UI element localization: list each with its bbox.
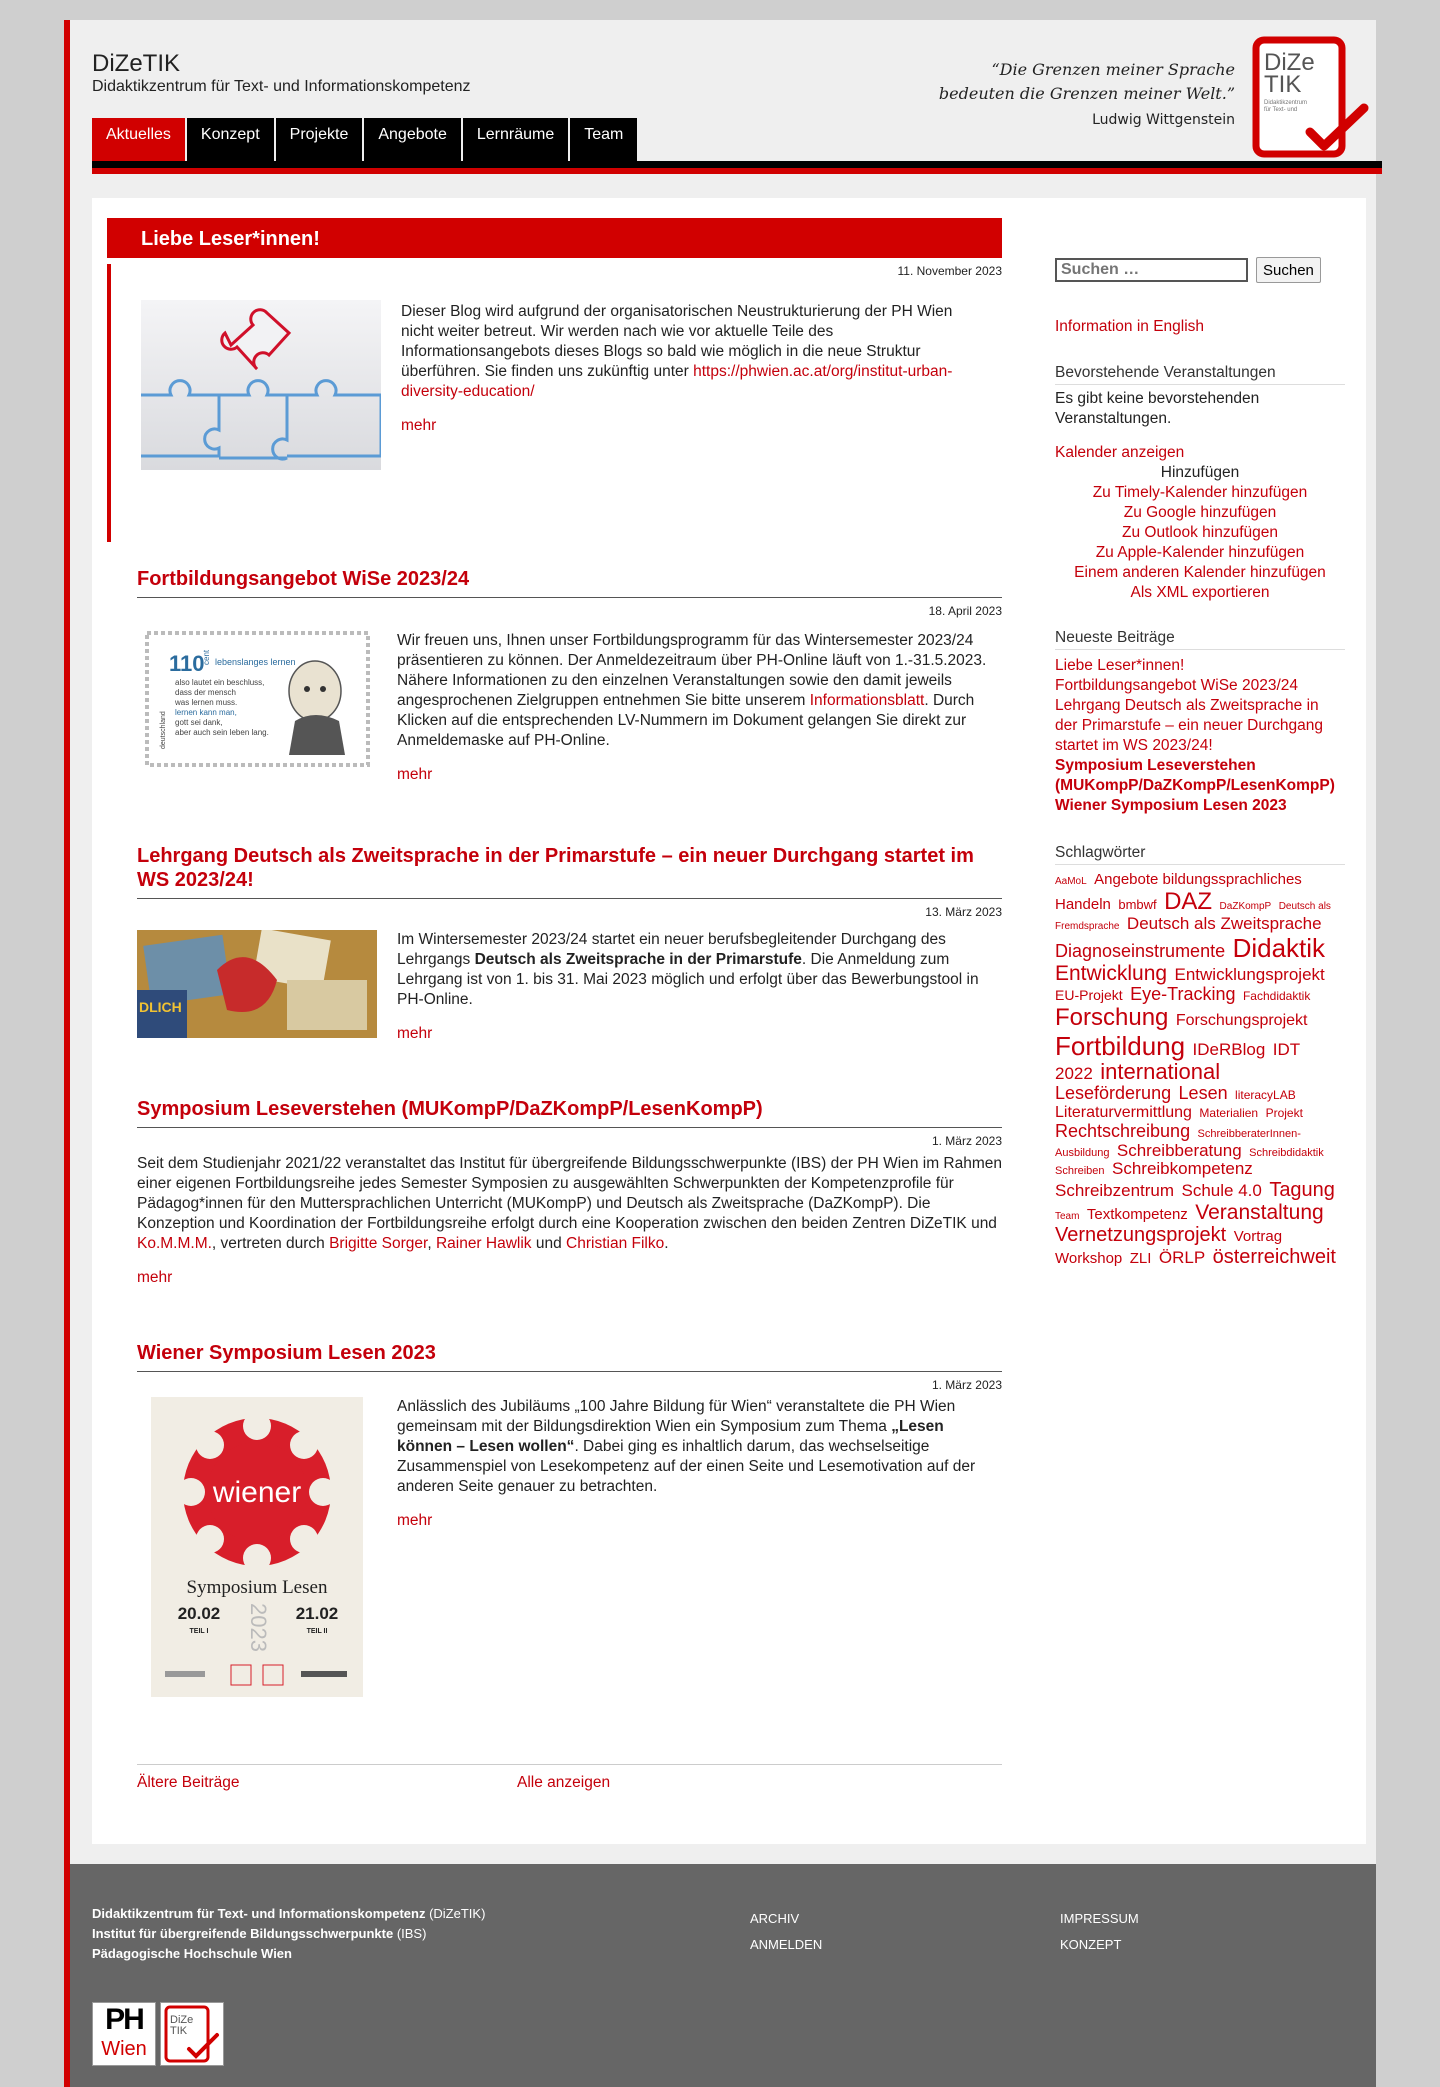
more-link[interactable]: mehr [137,1269,173,1286]
export-xml-link[interactable]: Als XML exportieren [1130,584,1270,601]
svg-text:TIK: TIK [170,2025,188,2037]
footer-col-2 [750,1906,822,1958]
tag-link[interactable]: Angebote bildungssprachliches Handeln [1055,871,1302,913]
post-sticky [107,218,1002,542]
nav-lernraeume[interactable]: Lernräume [463,118,568,168]
tag-link[interactable]: Textkompetenz [1086,1205,1188,1223]
svg-text:lernen kann man,: lernen kann man, [175,708,237,717]
add-apple-link[interactable]: Zu Apple-Kalender hinzufügen [1095,544,1305,561]
symposium-poster[interactable] [151,1397,363,1697]
svg-text:TEIL I: TEIL I [189,1628,209,1635]
tag-link[interactable]: Lesen [1178,1083,1228,1104]
svg-text:gott sei dank,: gott sei dank, [175,718,223,727]
tag-link[interactable]: ÖRLP [1158,1247,1206,1267]
post-date: 13. März 2023 [925,905,1002,919]
add-outlook-link[interactable]: Zu Outlook hinzufügen [1122,524,1278,541]
tag-link[interactable]: Deutsch als Zweitsprache [1126,913,1322,933]
tag-link[interactable]: Deutsch als Fremdsprache [1055,900,1331,932]
tag-link[interactable]: Team [1055,1210,1080,1222]
tag-link[interactable]: Workshop [1055,1249,1123,1267]
recent-posts-list [1055,656,1345,816]
dizetik-logo[interactable] [1252,36,1372,162]
logo-text-tik: TIK [1264,71,1302,98]
svg-text:110: 110 [169,651,205,676]
tag-link[interactable]: DaZKompP [1219,900,1272,912]
recent-post-link[interactable]: Wiener Symposium Lesen 2023 [1055,797,1287,814]
svg-text:lebenslanges lernen: lebenslanges lernen [215,657,296,667]
sidebar [1055,257,1345,1268]
tag-link[interactable]: Forschung [1055,1004,1169,1032]
footer-col-3 [1060,1906,1139,1958]
post-excerpt: Anlässlich des Jubiläums „100 Jahre Bildung für Wien“ veranstaltete die PH Wien gemeinsam mit der Bildungsdirektion Wien ein Symposium zum Thema „Lesen können – Lesen wollen“. Dabei ging es inhaltlich darum, das wechselseitige Zusammenspiel von Lesekompetenz auf der einen Seite und Lesemotivation auf der anderen Seite genauer zu betrachten. mehr [397,1398,976,1529]
events-widget-title: Bevorstehende Veranstaltungen [1055,364,1345,385]
post-wiener-symposium [137,1341,1002,1652]
nav-konzept[interactable]: Konzept [187,118,274,168]
older-posts-link[interactable]: Ältere Beiträge [137,1774,240,1791]
add-other-calendar-link[interactable]: Einem anderen Kalender hinzufügen [1074,564,1326,581]
tag-link[interactable]: Schreibdidaktik [1249,1146,1324,1159]
search-form [1055,257,1345,283]
stamp-image[interactable] [145,631,370,767]
more-link[interactable]: mehr [397,1025,433,1042]
tag-link[interactable]: Materialien [1199,1106,1259,1121]
svg-text:Symposium Lesen: Symposium Lesen [186,1577,328,1598]
add-timely-link[interactable]: Zu Timely-Kalender hinzufügen [1092,484,1308,501]
tag-link[interactable]: Schreibkompetenz [1112,1159,1253,1179]
archive-link[interactable]: ARCHIV [750,1911,800,1926]
recent-posts-title: Neueste Beiträge [1055,629,1345,650]
tag-link[interactable]: Entwicklungsprojekt [1174,965,1325,985]
tag-link[interactable]: Diagnoseinstrumente [1055,940,1226,961]
svg-text:was lernen muss.: was lernen muss. [175,698,238,707]
nav-underline-black [92,161,1382,168]
nav-underline-red [92,168,1382,174]
content-panel [92,198,1366,1844]
post-title[interactable]: Symposium Leseverstehen (MUKompP/DaZKompP/LesenKompP) [137,1097,1002,1128]
tag-link[interactable]: Rechtschreibung [1055,1120,1191,1141]
tag-link[interactable]: Schreibzentrum [1055,1180,1175,1200]
post-excerpt: Dieser Blog wird aufgrund der organisatorischen Neustrukturierung der PH Wien nicht weiter betreut. Wir werden nach wie vor aktuelle Teile des Informationsangebots dieses Blogs so bald wie möglich in die neue Struktur überführen. Sie finden uns zukünftig unter https://phwien.ac.at/org/institut-urban-diversity-education/ mehr [401,303,953,434]
svg-text:aber auch sein leben lang.: aber auch sein leben lang. [175,728,269,737]
post-title[interactable]: Lehrgang Deutsch als Zweitsprache in der Primarstufe – ein neuer Durchgang startet im WS 2023/24! [137,844,1002,899]
show-all-link[interactable]: Alle anzeigen [517,1774,611,1791]
tag-link[interactable]: SchreibberaterInnen-Ausbildung [1055,1127,1301,1159]
calendar-link[interactable]: Kalender anzeigen [1055,444,1185,461]
svg-text:dass der mensch: dass der mensch [175,688,236,697]
svg-text:2023: 2023 [246,1603,271,1652]
post-excerpt: Wir freuen uns, Ihnen unser Fortbildungsprogramm für das Wintersemester 2023/24 präsentieren zu können. Der Anmeldezeitraum über PH-Online läuft von 1.-31.5.2023. Nähere Informationen zu den einzelnen Veranstaltungen sowie den damit jeweils angesprochenen Zielgruppen entnehmen Sie bitte unserem Informationsblatt. Durch Klicken auf die entsprechenden LV-Nummern im Dokument gelangen Sie direkt zur Anmeldemaske auf PH-Online. mehr [397,632,987,783]
svg-text:für Text- und: für Text- und [1264,107,1298,113]
page-wrapper [64,20,1376,2087]
tag-link[interactable]: EU-Projekt [1055,987,1123,1004]
post-symposium-leseverstehen [137,1097,1002,1288]
svg-text:DLICH: DLICH [139,999,182,1015]
svg-text:cent: cent [202,649,211,665]
post-date: 1. März 2023 [931,1134,1002,1148]
tag-link[interactable]: international [1100,1059,1221,1085]
tag-link[interactable]: Vernetzungsprojekt [1055,1223,1227,1246]
search-button[interactable]: Suchen [1256,257,1321,283]
komm-link[interactable]: Ko.M.M.M. [137,1235,212,1252]
nav-projekte[interactable]: Projekte [276,118,363,168]
svg-text:20.02: 20.02 [177,1604,221,1623]
tag-link[interactable]: Leseförderung [1055,1083,1172,1104]
post-date: 11. November 2023 [897,264,1002,278]
logo-text-dize: DiZe [1264,49,1315,76]
tag-link[interactable]: Schreiben [1055,1165,1105,1178]
dizetik-small-logo[interactable] [160,2002,224,2066]
classroom-image[interactable] [137,930,377,1038]
filko-link[interactable]: Christian Filko [566,1235,665,1252]
events-empty-text: Es gibt keine bevorstehenden Veranstaltungen. [1055,390,1260,427]
tag-link[interactable]: Entwicklung [1055,962,1168,986]
tag-link[interactable]: Eye-Tracking [1130,984,1236,1005]
tag-link[interactable]: AaMoL [1055,876,1087,887]
hawlik-link[interactable]: Rainer Hawlik [435,1235,532,1252]
ph-wien-logo[interactable]: PH Wien [92,2002,156,2066]
tag-link[interactable]: Veranstaltung [1195,1200,1324,1224]
recent-post-link[interactable]: Fortbildungsangebot WiSe 2023/24 [1055,677,1298,694]
info-sheet-link[interactable]: Informationsblatt [809,692,925,709]
tag-link[interactable]: Schreibberatung [1116,1140,1242,1160]
tag-cloud [1055,871,1345,1268]
post-title[interactable]: Liebe Leser*innen! [107,218,1002,258]
add-to-calendar-label: Hinzufügen [1160,464,1240,481]
tags-title: Schlagwörter [1055,844,1345,865]
tag-link[interactable]: Schule 4.0 [1181,1180,1262,1200]
svg-text:deutschland: deutschland [160,711,167,749]
post-date: 1. März 2023 [931,1378,1002,1392]
nav-team[interactable]: Team [570,118,637,168]
post-title[interactable]: Wiener Symposium Lesen 2023 [137,1341,1002,1372]
tag-link[interactable]: Literaturvermittlung [1055,1104,1192,1122]
tag-link[interactable]: bmbwf [1118,896,1157,912]
footer-info: Didaktikzentrum für Text- und Informationskompetenz (DiZeTIK) Institut für übergreifende Bildungsschwerpunkte (IBS) Pädagogische Hochschule Wien [92,1906,486,1961]
more-link[interactable]: mehr [397,766,433,783]
svg-text:TEIL II: TEIL II [306,1628,328,1635]
tag-link[interactable]: Projekt [1265,1106,1303,1121]
footer [70,1864,1376,2087]
tag-link[interactable]: Vortrag [1233,1227,1283,1245]
concept-link[interactable]: KONZEPT [1060,1937,1122,1952]
svg-text:Didaktikzentrum: Didaktikzentrum [1264,100,1308,106]
pagination [137,1764,1002,1792]
nav-angebote[interactable]: Angebote [364,118,461,168]
svg-text:21.02: 21.02 [295,1604,339,1623]
site-title[interactable]: DiZeTIK [92,50,181,77]
quote-author: Ludwig Wittgenstein [1092,112,1235,128]
post-fortbildung [137,567,1002,783]
tag-link[interactable]: Fachdidaktik [1242,989,1311,1004]
svg-text:DiZe: DiZe [170,2014,194,2026]
english-info-link[interactable]: Information in English [1055,318,1205,335]
tag-link[interactable]: IDT 2022 [1055,1039,1300,1084]
more-link[interactable]: mehr [397,1512,433,1529]
puzzle-image[interactable] [141,300,381,470]
post-excerpt: Seit dem Studienjahr 2021/22 veranstaltet das Institut für übergreifende Bildungsschwerpunkte (IBS) der PH Wien im Rahmen einer eigenen Fortbildungsreihe jedes Semester Symposien zu ausgewählten Schwerpunkten der Kompetenzprofile für Pädagog*innen für den Muttersprachlichen Unterricht (MUKompP) und Deutsch als Zweitsprache (DaZKompP). Die Konzeption und Koordination der Fortbildungsreihe erfolgt durch eine Kooperation zwischen den beiden Zentren DiZeTIK und Ko.M.M.M., vertreten durch Brigitte Sorger, Rainer Hawlik und Christian Filko. mehr [137,1155,1003,1286]
institute-link[interactable]: https://phwien.ac.at/org/institut-urban-diversity-education/ [401,363,953,400]
login-link[interactable]: ANMELDEN [750,1937,823,1952]
tag-link[interactable]: Didaktik [1232,932,1326,963]
tag-link[interactable]: DAZ [1164,887,1213,915]
tag-link[interactable]: Fortbildung [1055,1030,1186,1061]
tag-link[interactable]: literacyLAB [1235,1088,1296,1103]
post-lehrgang [137,844,1002,1042]
site-subtitle: Didaktikzentrum für Text- und Informationskompetenz [92,78,471,95]
add-google-link[interactable]: Zu Google hinzufügen [1123,504,1277,521]
post-excerpt: Im Wintersemester 2023/24 startet ein neuer berufsbegleitender Durchgang des Lehrgangs Deutsch als Zweitsprache in der Primarstufe. Die Anmeldung zum Lehrgang ist von 1. bis 31. Mai 2023 möglich und erfolgt über das Bewerbungstool in PH-Online. mehr [397,931,979,1042]
svg-text:wiener: wiener [212,1476,302,1509]
tag-link[interactable]: Tagung [1269,1178,1335,1201]
tag-link[interactable]: österreichweit [1212,1245,1336,1268]
recent-post-link[interactable]: Lehrgang Deutsch als Zweitsprache in der Primarstufe – ein neuer Durchgang startet im WS 2023/24! [1055,697,1323,754]
tag-link[interactable]: ZLI [1129,1249,1152,1267]
search-input[interactable] [1055,258,1248,282]
tag-link[interactable]: IDeRBlog [1192,1039,1266,1059]
more-link[interactable]: mehr [401,417,437,434]
sorger-link[interactable]: Brigitte Sorger [329,1235,428,1252]
imprint-link[interactable]: IMPRESSUM [1060,1911,1139,1926]
nav-aktuelles[interactable]: Aktuelles [92,118,185,168]
recent-post-link[interactable]: Symposium Leseverstehen (MUKompP/DaZKompP/LesenKompP) [1055,757,1335,794]
recent-post-link[interactable]: Liebe Leser*innen! [1055,657,1185,674]
header-quote: “Die Grenzen meiner Sprache bedeuten die Grenzen meiner Welt.” [938,60,1235,103]
tag-link[interactable]: Forschungsprojekt [1175,1012,1308,1030]
svg-text:also lautet ein beschluss,: also lautet ein beschluss, [175,678,265,687]
post-title[interactable]: Fortbildungsangebot WiSe 2023/24 [137,567,1002,598]
post-date: 18. April 2023 [928,604,1002,618]
